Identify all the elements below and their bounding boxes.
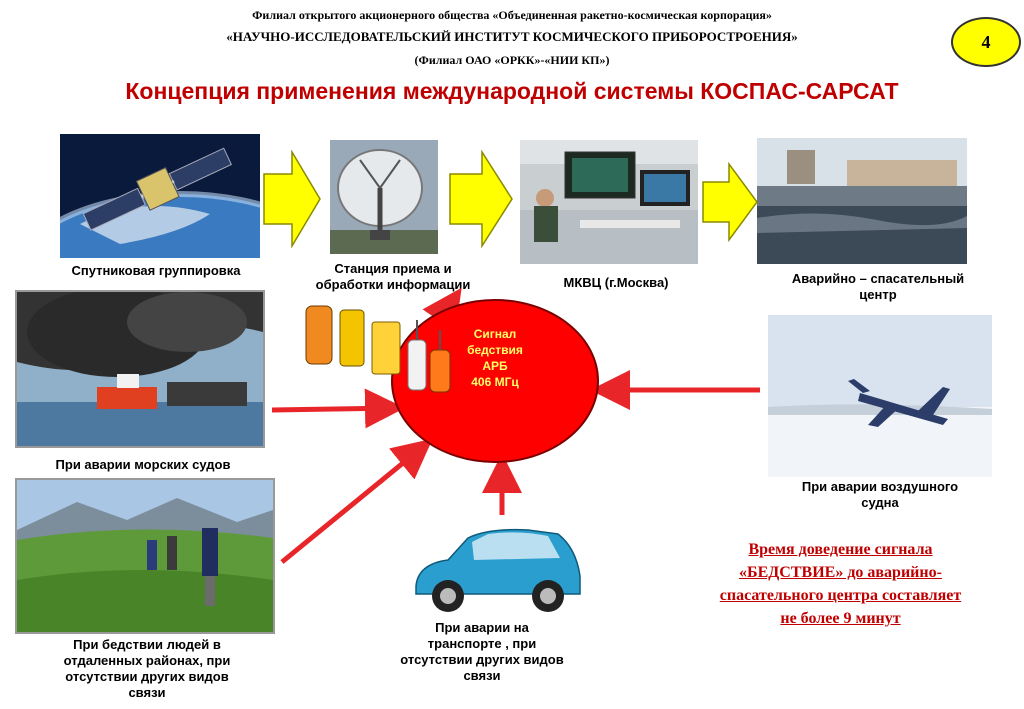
transport-caption-line2: транспорте , при <box>427 636 537 651</box>
ship-caption: При аварии морских судов <box>55 457 231 472</box>
signal-line3: АРБ <box>482 359 508 373</box>
satellite-caption: Спутниковая группировка <box>71 263 241 278</box>
mcc-caption: МКВЦ (г.Москва) <box>563 275 669 290</box>
aircraft-caption-line2: судна <box>861 495 899 510</box>
transport-caption-line3: отсутствии других видов <box>400 652 564 667</box>
people-caption-line2: отдаленных районах, при <box>63 653 231 668</box>
transport-caption <box>372 620 592 684</box>
delivery-time-note <box>683 538 998 630</box>
station-caption-line1: Станция приема и <box>334 261 452 276</box>
signal-line4: 406 МГц <box>471 375 519 389</box>
ship-image <box>15 290 265 448</box>
org-header-line2: «НАУЧНО-ИССЛЕДОВАТЕЛЬСКИЙ ИНСТИТУТ КОСМИЧЕСКОГО ПРИБОРОСТРОЕНИЯ» <box>226 29 798 44</box>
aircraft-image <box>768 315 992 477</box>
page-number-badge: 4 <box>951 17 1021 67</box>
note-line1: Время доведение сигнала <box>748 541 933 558</box>
note-line3: спасательного центра составляет <box>719 587 962 604</box>
aircraft-caption-line1: При аварии воздушного <box>801 479 959 494</box>
org-header-line1: Филиал открытого акционерного общества «Объединенная ракетно-космическая корпорация» <box>252 8 772 22</box>
title-part2: международной системы КОСПАС-САРСАТ <box>402 78 899 104</box>
beacons-image <box>302 300 460 396</box>
rescue-caption-line2: центр <box>859 287 897 302</box>
station-caption-line2: обработки информации <box>315 277 471 292</box>
people-caption-line1: При бедствии людей в <box>73 637 221 652</box>
rescue-caption-line1: Аварийно – спасательный <box>791 271 965 286</box>
people-caption-line4: связи <box>128 685 166 700</box>
signal-line2: бедствия <box>467 343 523 357</box>
aircraft-caption <box>768 479 992 511</box>
org-header-line3: (Филиал ОАО «ОРКК»-«НИИ КП») <box>414 53 610 67</box>
title-part1: Концепция применения <box>125 78 397 104</box>
arrow-ship-to-signal <box>272 408 395 410</box>
transport-caption-line4: связи <box>463 668 501 683</box>
signal-line1: Сигнал <box>473 327 517 341</box>
hikers-image <box>15 478 275 634</box>
people-caption-line3: отсутствии других видов <box>65 669 229 684</box>
people-caption <box>20 637 274 701</box>
car-image <box>408 518 586 618</box>
note-line2: «БЕДСТВИЕ» до аварийно- <box>739 564 942 581</box>
transport-caption-line1: При аварии на <box>435 620 529 635</box>
note-line4: не более 9 минут <box>780 610 901 627</box>
